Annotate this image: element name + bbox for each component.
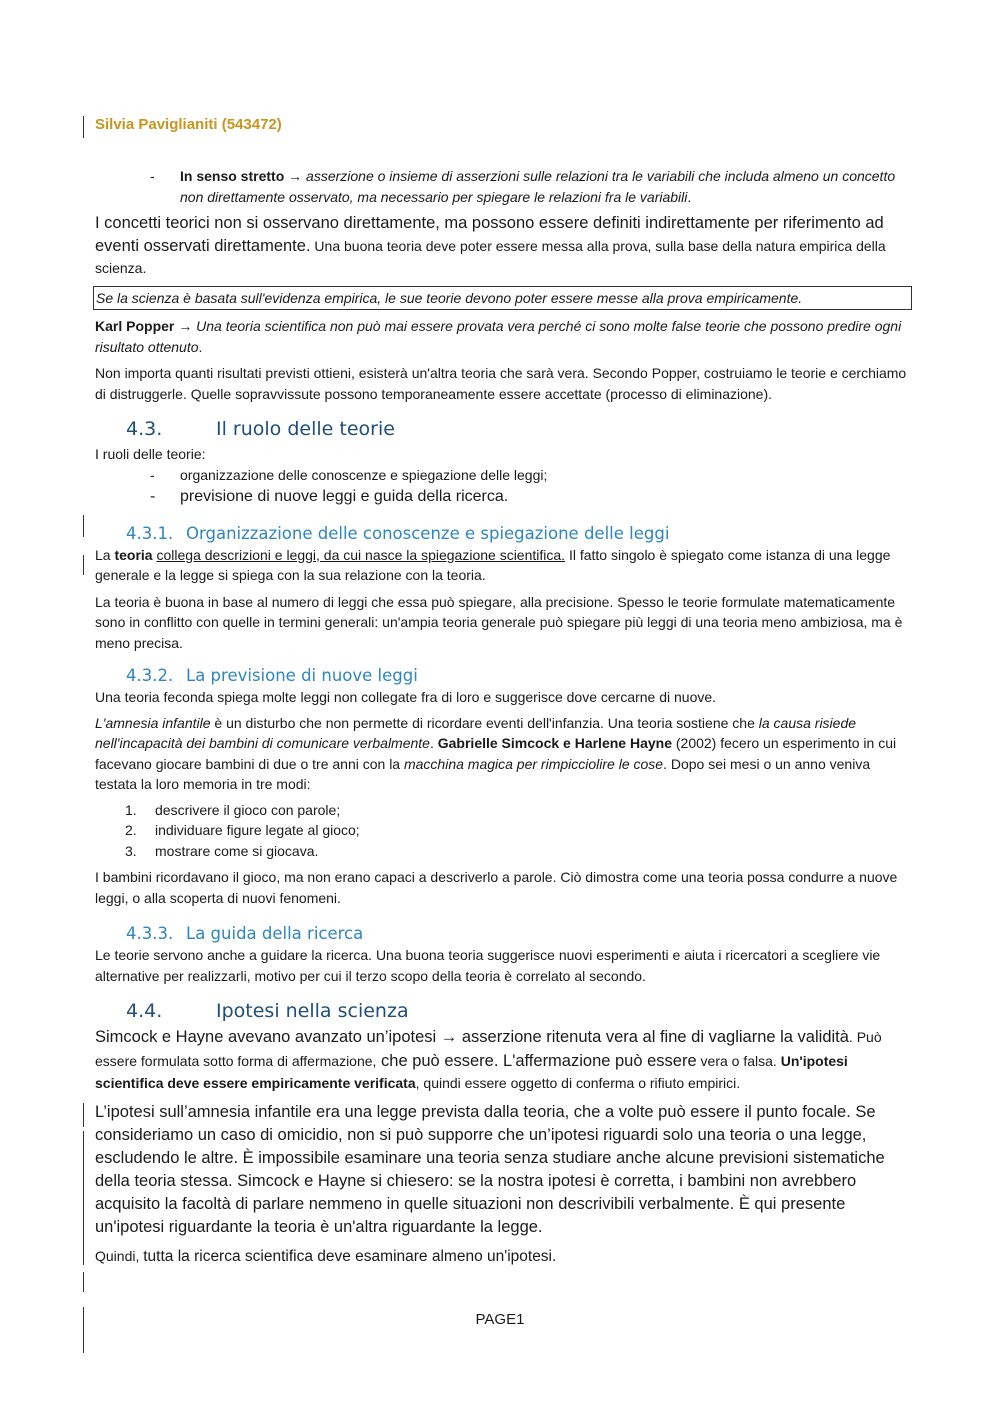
paragraph: Le teorie servono anche a guidare la ricerca. Una buona teoria suggerisce nuovi esperimenti e aiuta i ricercatori a scegliere vie alternative per realizzarli, motivo per cui il terzo scopo della teoria è correlato al secondo.: [95, 947, 881, 984]
list-item: 1. descrivere il gioco con parole;: [125, 801, 341, 818]
paragraph: Una teoria feconda spiega molte leggi non collegate fra di loro e suggerisce dove cercarne di nuove.: [95, 689, 717, 705]
revision-bar: [83, 515, 84, 537]
paragraph: I bambini ricordavano il gioco, ma non erano capaci a descriverlo a parole. Ciò dimostra come una teoria possa condurre a nuove leggi, o alla scoperta di nuovi fenomeni.: [95, 869, 898, 906]
heading-4-3-2: 4.3.2. La previsione di nuove leggi: [126, 666, 418, 685]
revision-bar: [83, 1103, 84, 1127]
list-item: - organizzazione delle conoscenze e spiegazione delle leggi;: [150, 466, 548, 483]
heading-4-3-3: 4.3.3. La guida della ricerca: [126, 924, 364, 943]
revision-bar: [83, 1272, 84, 1292]
list-item: - In senso stretto → asserzione o insieme di asserzioni sulle relazioni tra le variabili che includa almeno un concetto non direttamente osservato, ma necessario per spiegare le relazioni fra le variabili.: [150, 168, 896, 205]
paragraph: Simcock e Hayne avevano avanzato un’ipotesi → asserzione ritenuta vera al fine di vagliarne la validità. Può essere formulata sotto forma di affermazione, che può essere. L'affermazione può essere vera o falsa. Un'ipotesi scientifica deve essere empiricamente verificata, quindi essere oggetto di conferma o rifiuto empirici.: [95, 1028, 882, 1091]
paragraph: Karl Popper → Una teoria scientifica non può mai essere provata vera perché ci sono molte false teorie che possono predire ogni risultato ottenuto.: [95, 318, 902, 355]
revision-bar: [83, 116, 84, 138]
paragraph: L’ipotesi sull’amnesia infantile era una legge prevista dalla teoria, che a volte può essere il punto focale. Se consideriamo un caso di omicidio, non si può supporre che un’ipotesi riguardi solo una teoria o una legge, escludendo le altre. È impossibile esaminare una teoria senza studiare anche alcune previsioni sistematiche della teoria stessa. Simcock e Hayne si chiesero: se la nostra ipotesi è corretta, i bambini non avrebbero acquisito la facoltà di parlare nemmeno in quelle situazioni non descrivibili verbalmente. È qui presente un'ipotesi riguardante la teoria è un'altra riguardante la legge.: [95, 1102, 885, 1236]
document-body: [95, 116, 910, 1268]
paragraph: Quindi, tutta la ricerca scientifica deve esaminare almeno un'ipotesi.: [95, 1247, 557, 1265]
paragraph: I ruoli delle teorie:: [95, 446, 206, 462]
heading-4-4: 4.4. Ipotesi nella scienza: [126, 1000, 409, 1022]
page-number: PAGE1: [475, 1311, 525, 1328]
revision-bar: [83, 555, 84, 575]
list-item: - previsione di nuove leggi e guida della ricerca.: [150, 487, 509, 505]
author-header: Silvia Paviglianiti (543472): [95, 116, 282, 133]
revision-bar: [83, 1131, 84, 1265]
heading-4-3: 4.3. Il ruolo delle teorie: [126, 418, 395, 440]
paragraph: Non importa quanti risultati previsti ottieni, esisterà un'altra teoria che sarà vera. Secondo Popper, costruiamo le teorie e cerchiamo di distruggerle. Quelle sopravvissute possono temporaneamente essere accettate (processo di eliminazione).: [95, 365, 907, 402]
quote-box: Se la scienza è basata sull'evidenza empirica, le sue teorie devono poter essere messe alla prova empiricamente.: [93, 286, 912, 310]
dash-marker: -: [150, 168, 155, 184]
paragraph: La teoria è buona in base al numero di leggi che essa può spiegare, alla precisione. Spesso le teorie formulate matematicamente sono in conflitto con quelle in termini generali: un'ampia teoria generale può spiegare più leggi di una teoria meno ambiziosa, ma è meno precisa.: [95, 593, 903, 651]
list-item: 2. individuare figure legate al gioco;: [125, 822, 360, 838]
paragraph: I concetti teorici non si osservano direttamente, ma possono essere definiti indirettamente per riferimento ad eventi osservati direttamente. Una buona teoria deve poter essere messa alla prova, sulla base della natura empirica della scienza.: [95, 214, 886, 276]
list-item: 3. mostrare come si giocava.: [125, 842, 319, 859]
paragraph: La teoria collega descrizioni e leggi, da cui nasce la spiegazione scientifica. Il fatto singolo è spiegato come istanza di una legge generale e la legge si spiega con la sua relazione con la teoria.: [95, 546, 891, 583]
paragraph: L'amnesia infantile è un disturbo che non permette di ricordare eventi dell'infanzia. Una teoria sostiene che la causa risiede nell'incapacità dei bambini di comunicare verbalmente. Gabrielle Simcock e Harlene Hayne (2002) fecero un esperimento in cui facevano giocare bambini di due o tre anni con la macchina magica per rimpicciolire le cose. Dopo sei mesi o un anno veniva testata la loro memoria in tre modi:: [95, 714, 897, 792]
numbered-list: [95, 800, 910, 862]
heading-4-3-1: 4.3.1. Organizzazione delle conoscenze e spiegazione delle leggi: [126, 523, 670, 543]
